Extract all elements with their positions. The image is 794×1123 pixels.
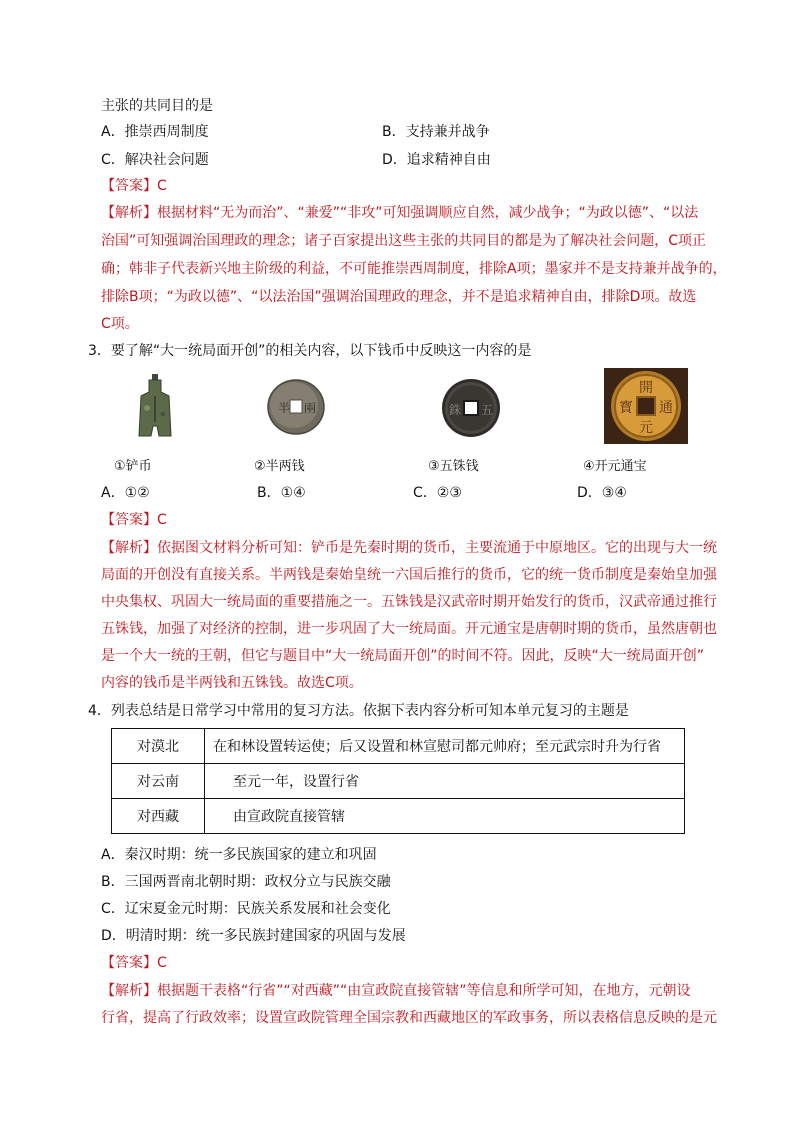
q4-analysis-line-2: 行省，提高了行政效率；设置宣政院管理全国宗教和西藏地区的军政事务，所以表格信息反映的是元 — [101, 1010, 717, 1026]
q3-stem: 3．要了解“大一统局面开创”的相关内容，以下钱币中反映这一内容的是 — [88, 343, 532, 359]
svg-text:銖: 銖 — [449, 403, 462, 417]
q3-answer — [101, 510, 167, 530]
kaiyuan-glyph-bottom: 元 — [639, 420, 653, 436]
q3-option-c: C．②③ — [413, 485, 462, 501]
answer-value: C — [157, 178, 167, 194]
q3-option-d: D．③④ — [577, 485, 627, 501]
q3-analysis-line-6: 内容的钱币是半两钱和五铢钱。故选C项。 — [101, 675, 363, 691]
coin-caption-2: ②半两钱 — [254, 459, 305, 474]
q3-analysis-line-3: 中央集权、巩固大一统局面的重要措施之一。五铢钱是汉武帝时期开始发行的货币，汉武帝通过推行 — [101, 594, 717, 610]
answer-tag: 【答案】 — [101, 512, 157, 528]
q3-option-b: B．①④ — [257, 485, 306, 501]
analysis-tag: 【解析】 — [101, 983, 157, 999]
coin-caption-4: ④开元通宝 — [583, 459, 647, 474]
q3-analysis-line-4: 五铢钱，加强了对经济的控制，进一步巩固了大一统局面。开元通宝是唐朝时期的货币，虽然唐朝也 — [101, 621, 717, 637]
q2-analysis-line-2: 治国”可知强调治国理政的理念；诸子百家提出这些主张的共同目的都是为了解决社会问题，C项正 — [101, 233, 707, 249]
coin-caption-3: ③五铢钱 — [428, 459, 479, 474]
q4-analysis-line-1 — [101, 981, 691, 1001]
coin-caption-1: ①铲币 — [114, 459, 152, 474]
q2-option-d: D．追求精神自由 — [382, 152, 491, 168]
q3-option-a: A．①② — [101, 485, 150, 501]
banliang-coin-icon — [266, 378, 326, 436]
answer-value: C — [157, 955, 167, 971]
svg-text:半: 半 — [278, 401, 291, 415]
analysis-text: 根据材料“无为而治”、“兼爱”“非攻”可知强调顺应自然，减少战争；“为政以德”、“以法 — [157, 205, 699, 221]
svg-text:五: 五 — [481, 403, 494, 417]
table-cell-content: 由宣政院直接管辖 — [205, 799, 685, 834]
q4-option-c: C．辽宋夏金元时期：民族关系发展和社会变化 — [101, 901, 391, 917]
table-cell-content: 至元一年，设置行省 — [205, 764, 685, 799]
analysis-tag: 【解析】 — [101, 540, 157, 556]
q4-stem: 4．列表总结是日常学习中常用的复习方法。依据下表内容分析可知本单元复习的主题是 — [88, 703, 629, 719]
q3-analysis-line-1 — [101, 538, 717, 558]
q3-analysis-line-2: 局面的开创没有直接关系。半两钱是秦始皇统一六国后推行的货币，它的统一货币制度是秦始皇加强 — [101, 567, 717, 583]
table-cell-region: 对漠北 — [112, 729, 205, 764]
table-row — [112, 799, 685, 834]
q4-table — [111, 728, 685, 834]
q4-option-a: A．秦汉时期：统一多民族国家的建立和巩固 — [101, 847, 377, 863]
q2-option-b: B．支持兼并战争 — [382, 124, 490, 140]
q4-option-b: B．三国两晋南北朝时期：政权分立与民族交融 — [101, 874, 391, 890]
table-cell-content: 在和林设置转运使；后又设置和林宣慰司都元帅府；至元武宗时升为行省 — [205, 729, 685, 764]
q4-answer — [101, 953, 167, 973]
wuzhu-coin-icon — [440, 378, 502, 438]
table-row — [112, 764, 685, 799]
answer-tag: 【答案】 — [101, 178, 157, 194]
table-cell-region: 对云南 — [112, 764, 205, 799]
q2-option-c: C．解决社会问题 — [101, 152, 209, 168]
svg-text:兩: 兩 — [304, 401, 317, 415]
q2-analysis-line-3: 确；韩非子代表新兴地主阶级的利益，不可能推崇西周制度，排除A项；墨家并不是支持兼并战争的， — [101, 261, 727, 277]
spade-coin-icon — [137, 374, 173, 438]
analysis-tag: 【解析】 — [101, 205, 157, 221]
q2-analysis-line-1 — [101, 203, 698, 223]
kaiyuan-glyph-left: 寳 — [619, 400, 633, 416]
q3-analysis-line-5: 是一个大一统的王朝，但它与题目中“大一统局面开创”的时间不符。因此，反映“大一统局面开创” — [101, 648, 705, 664]
answer-value: C — [157, 512, 167, 528]
kaiyuan-coin-icon — [604, 368, 688, 444]
analysis-text: 根据题干表格“行省”“对西藏”“由宣政院直接管辖”等信息和所学可知，在地方，元朝设 — [157, 983, 691, 999]
q2-analysis-line-4: 排除B项；“为政以德”、“以法治国”强调治国理政的理念，并不是追求精神自由，排除D项。故选 — [101, 289, 697, 305]
analysis-text: 依据图文材料分析可知：铲币是先秦时期的货币，主要流通于中原地区。它的出现与大一统 — [157, 540, 717, 556]
q2-answer — [101, 176, 167, 196]
q2-option-a: A．推崇西周制度 — [101, 124, 209, 140]
table-row — [112, 729, 685, 764]
q2-analysis-line-5: C项。 — [101, 316, 139, 332]
kaiyuan-glyph-right: 通 — [659, 400, 673, 416]
q2-stem-tail: 主张的共同目的是 — [101, 98, 213, 114]
table-cell-region: 对西藏 — [112, 799, 205, 834]
q4-option-d: D．明清时期：统一多民族封建国家的巩固与发展 — [101, 928, 406, 944]
answer-tag: 【答案】 — [101, 955, 157, 971]
kaiyuan-glyph-top: 開 — [639, 380, 653, 396]
